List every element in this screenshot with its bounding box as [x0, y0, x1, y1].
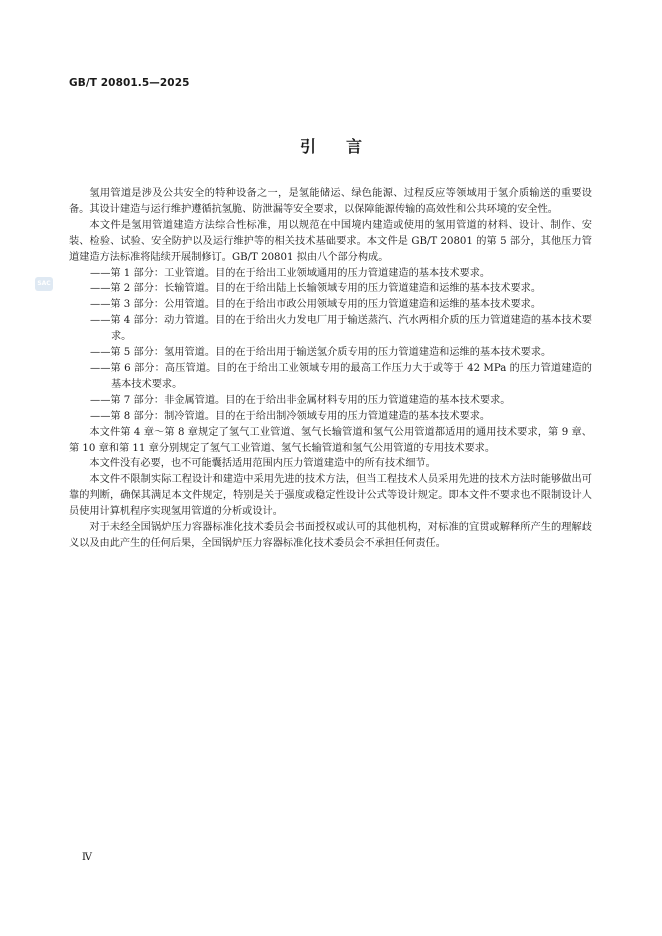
- page-number: Ⅳ: [82, 852, 92, 863]
- paragraph: 本文件不限制实际工程设计和建造中采用先进的技术方法，但当工程技术人员采用先进的技术方法时能够做出可靠的判断，确保其满足本文件规定，特别是关于强度或稳定性设计公式等设计规定。即本文件不要求也不限制设计人员使用计算机程序实现氢用管道的分析或设计。: [69, 474, 592, 518]
- paragraph: 对于未经全国锅炉压力容器标准化技术委员会书面授权或认可的其他机构，对标准的宜贯或解释所产生的理解歧义以及由此产生的任何后果，全国锅炉压力容器标准化技术委员会不承担任何责任。: [69, 522, 592, 549]
- standard-number: GB/T 20801.5—2025: [69, 77, 190, 89]
- list-item-part-8: ——第 8 部分：制冷管道。目的在于给出制冷领域专用的压力管道建造的基本技术要求。: [90, 410, 491, 422]
- list-item-part-5: ——第 5 部分：氢用管道。目的在于给出用于输送氢介质专用的压力管道建造和运维的基本技术要求。: [90, 347, 552, 359]
- list-item-part-2: ——第 2 部分：长输管道。目的在于给出陆上长输领域专用的压力管道建造和运维的基本技术要求。: [90, 283, 542, 295]
- paragraph: 氢用管道是涉及公共安全的特种设备之一，是氢能储运、绿色能源、过程反应等领域用于氢介质输送的重要设备。其设计建造与运行维护遵循抗氢脆、防泄漏等安全要求，以保障能源传输的高效性和公共环境的安全性。: [69, 188, 592, 215]
- list-item-part-1: ——第 1 部分：工业管道。目的在于给出工业领域通用的压力管道建造的基本技术要求。: [90, 267, 491, 279]
- paragraph: 本文件没有必要，也不可能囊括适用范围内压力管道建造中的所有技术细节。: [89, 458, 436, 470]
- paragraph: 本文件是氢用管道建造方法综合性标准，用以规范在中国境内建造或使用的氢用管道的材料、设计、制作、安装、检验、试验、安全防护以及运行维护等的相关技术基础要求。本文件是 GB/T 20801 的第 5 部分，其他压力管道建造方法标准将陆续开展制修订。GB/T 20801 拟由八个部分构成。: [69, 219, 592, 263]
- watermark-logo: SAC: [35, 277, 53, 291]
- page-title: 引言: [299, 137, 392, 156]
- document-body: [69, 186, 592, 552]
- list-item-part-7: ——第 7 部分：非金属管道。目的在于给出非金属材料专用的压力管道建造的基本技术要求。: [90, 394, 511, 406]
- list-item-part-3: ——第 3 部分：公用管道。目的在于给出市政公用领域专用的压力管道建造和运维的基本技术要求。: [90, 299, 542, 311]
- list-item-part-4: ——第 4 部分：动力管道。目的在于给出火力发电厂用于输送蒸汽、汽水两相介质的压力管道建造的基本技术要求。: [90, 315, 592, 343]
- paragraph: 本文件第 4 章～第 8 章规定了氢气工业管道、氢气长输管道和氢气公用管道都适用的通用技术要求，第 9 章、第 10 章和第 11 章分别规定了氢气工业管道、氢气长输管道和氢气公用管道的专用技术要求。: [69, 426, 592, 454]
- list-item-part-6: ——第 6 部分：高压管道。目的在于给出工业领域专用的最高工作压力大于或等于 42 MPa 的压力管道建造的基本技术要求。: [90, 362, 592, 390]
